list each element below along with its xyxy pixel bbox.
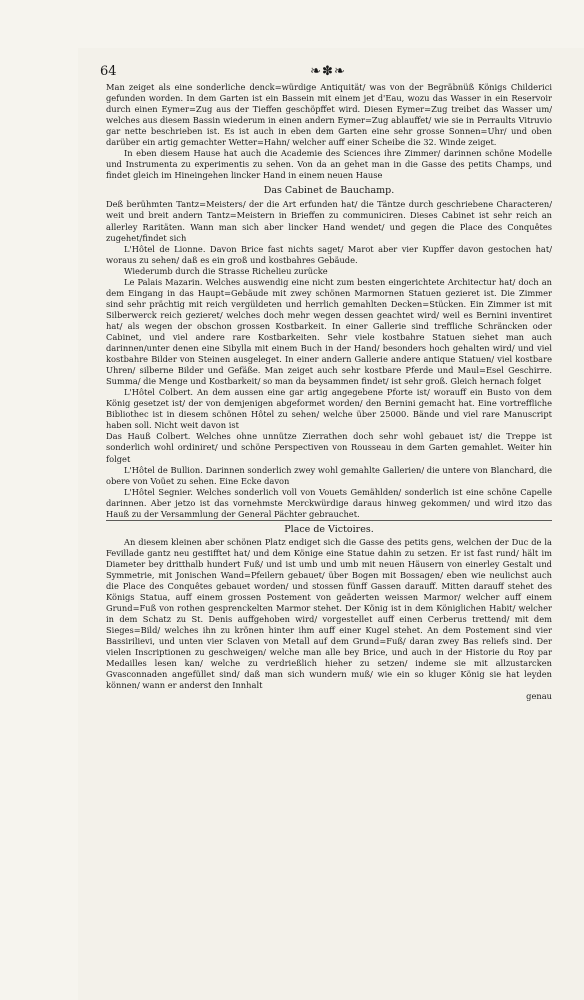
paragraph-hotel-segnier: L'Hôtel Segnier. Welches sonderlich voll von Vouets Gemählden/ sonderlich ist eine schöne Capelle darinnen. Aber jetzo ist das vornehmste Merckwürdige daraus hinweg gekommen/ und wird itzo das Hauß zu der Versammlung der General Pächter gebrauchet. xyxy=(106,486,552,519)
section-rule xyxy=(106,520,552,521)
ornament-glyph: ❧✽❧ xyxy=(310,64,346,79)
paragraph-hotel-colbert: L'Hôtel Colbert. An dem aussen eine gar artig angegebene Pforte ist/ worauff ein Busto von dem König gesetzet ist/ der von demjenigen abgeformet worden/ den Bernini gemacht hat. Eine vortreffliche Bibliothec ist in diesem schönen Hôtel zu sehen/ welche über 25000. Bände und viel rare Manuscript haben soll. Nicht weit davon ist xyxy=(106,387,552,431)
paragraph-hauss-colbert: Das Hauß Colbert. Welches ohne unnütze Zierrathen doch sehr wohl gebauet ist/ die Treppe ist sonderlich wohl ordiniret/ und schöne Perspectiven von Rousseau in dem Garten gemahlet. Weiter hin folget xyxy=(106,431,552,464)
heading-cabinet-bauchamp: Das Cabinet de Bauchamp. xyxy=(263,185,395,197)
paragraph-hotel-bullion: L'Hôtel de Bullion. Darinnen sonderlich zwey wohl gemahlte Gallerien/ die untere von Blanchard, die obere von Voüet zu sehen. Eine Ecke davon xyxy=(106,464,552,486)
header-ornament xyxy=(286,64,370,80)
page-header xyxy=(100,64,556,82)
paragraph-tantzmeister: Deß berühmten Tantz=Meisters/ der die Art erfunden hat/ die Täntze durch geschriebene Characteren/ weit und breit andern Tantz=Meistern in Brieffen zu communiciren. Dieses Cabinet ist sehr reich an allerley Raritäten. Wann man sich aber lincker Hand wendet/ und gegen die Place des Conquêtes zugehet/findet sich xyxy=(106,199,552,243)
catchword: genau xyxy=(526,691,552,702)
paragraph-academie: In eben diesem Hause hat auch die Academie des Sciences ihre Zimmer/ darinnen schöne Modelle und Instrumenta zu experimentis zu sehen. Von da an gehet man in die Gasse des petits Champs, und findet gleich im Hineingehen lincker Hand in einem neuen Hause xyxy=(106,148,552,181)
paragraph-hotel-lionne: L'Hôtel de Lionne. Davon Brice fast nichts saget/ Marot aber vier Kupffer davon gestochen hat/ woraus zu sehen/ daß es ein groß und kostbahres Gebäude. xyxy=(106,243,552,265)
paragraph-place-victoires: An diesem kleinen aber schönen Platz endiget sich die Gasse des petits gens, welchen der Duc de la Fevillade gantz neu gestifftet hat/ und dem Könige eine Statue dahin zu setzen. Er ist fast rund/ hält im Diameter bey dritthalb hundert Fuß/ und ist umb und umb mit neuen Häusern von einerley Gestalt und Symmetrie, mit Jonischen Wand=Pfeilern gebauet/ über Bogen mit Bossagen/ eben wie neulichst auch die Place des Conquêtes gebauet worden/ und stossen fünff Gassen darauff. Mitten darauff stehet des Königs Statua, auff einem grossen Postement von geäderten weissen Marmor/ welcher auff einem Grund=Fuß von rothen gesprenckelten Marmor stehet. Der König ist in dem Königlichen Habit/ welcher in dem Schatz zu St. Denis auffgehoben wird/ vorgestellet auff einen Cerberus trettend/ mit dem Sieges=Bild/ welches ihn zu krönen hinter ihm auff einer Kugel stehet. An dem Postement sind vier Bassirilievi, und unten vier Sclaven von Metall auf dem Grund=Fuß/ daran zwey Bas reliefs sind. Der vielen Inscriptionen zu geschweigen/ welche man alle bey Brice, und auch in der Historie du Roy par Medailles lesen kan/ welche zu verdrießlich hieher zu setzen/ indeme sie mit allzustarcken Gvasconnaden angefüllet sind/ daß man sich wundern muß/ wie ein so kluger König sie hat leyden können/ wann er anderst den Innhalt xyxy=(106,536,552,691)
page-body xyxy=(106,82,552,702)
paragraph-childerici: Man zeiget als eine sonderliche denck=würdige Antiquität/ was von der Begräbnüß Königs Childerici gefunden worden. In dem Garten ist ein Bassein mit einem jet d'Eau, wozu das Wasser in ein Reservoir durch einen Eymer=Zug aus der Tieffen geschöpffet wird. Diesen Eymer=Zug treibet das Wasser um/ welches aus diesem Bassin wiederum in einen andern Eymer=Zug ablauffet/ wie sie in Perraults Vitruvio gar nette beschrieben ist. Es ist auch in eben dem Garten eine sehr grosse Sonnen=Uhr/ und oben darüber ein artig gemachter Wetter=Hahn/ welcher auff einer Scheibe die 32. Winde zeiget. xyxy=(106,82,552,148)
paragraph-palais-mazarin: Le Palais Mazarin. Welches auswendig eine nicht zum besten eingerichtete Architectur hat/ doch an dem Eingang in das Haupt=Gebäude mit zwey schönen Marmornen Statuen gezieret ist. Die Zimmer sind sehr prächtig mit reich vergüldeten und herrlich gemahlten Decken=Stücken. Ein Zimmer ist mit Silberwerck reich gezieret/ welches doch mehr wegen dessen geachtet wird/ weil es Bernini inventiret hat/ als wegen der obschon grossen Kostbarkeit. In einer Gallerie sind treffliche Schräncken oder Cabinet, und viel andere rare Kostbarkeiten. Sehr viele kostbahre Statuen siehet man auch darinnen/unter denen eine Sibylla mit einem Buch in der Hand/ besonders hoch gehalten wird/ und viel kostbahre Bilder von Steinen ausgeleget. In einer andern Gallerie andere antique Statuen/ viel kostbare Uhren/ silberne Bilder und Gefäße. Man zeiget auch sehr kostbare Pferde und Maul=Esel Geschirre. Summa/ die Menge und Kostbarkeit/ so man da beysammen findet/ ist sehr groß. Gleich hernach folget xyxy=(106,276,552,387)
paragraph-strasse-richelieu: Wiederumb durch die Strasse Richelieu zurücke xyxy=(124,265,328,276)
page-number: 64 xyxy=(100,64,117,79)
heading-place-victoires: Place de Victoires. xyxy=(284,523,374,535)
